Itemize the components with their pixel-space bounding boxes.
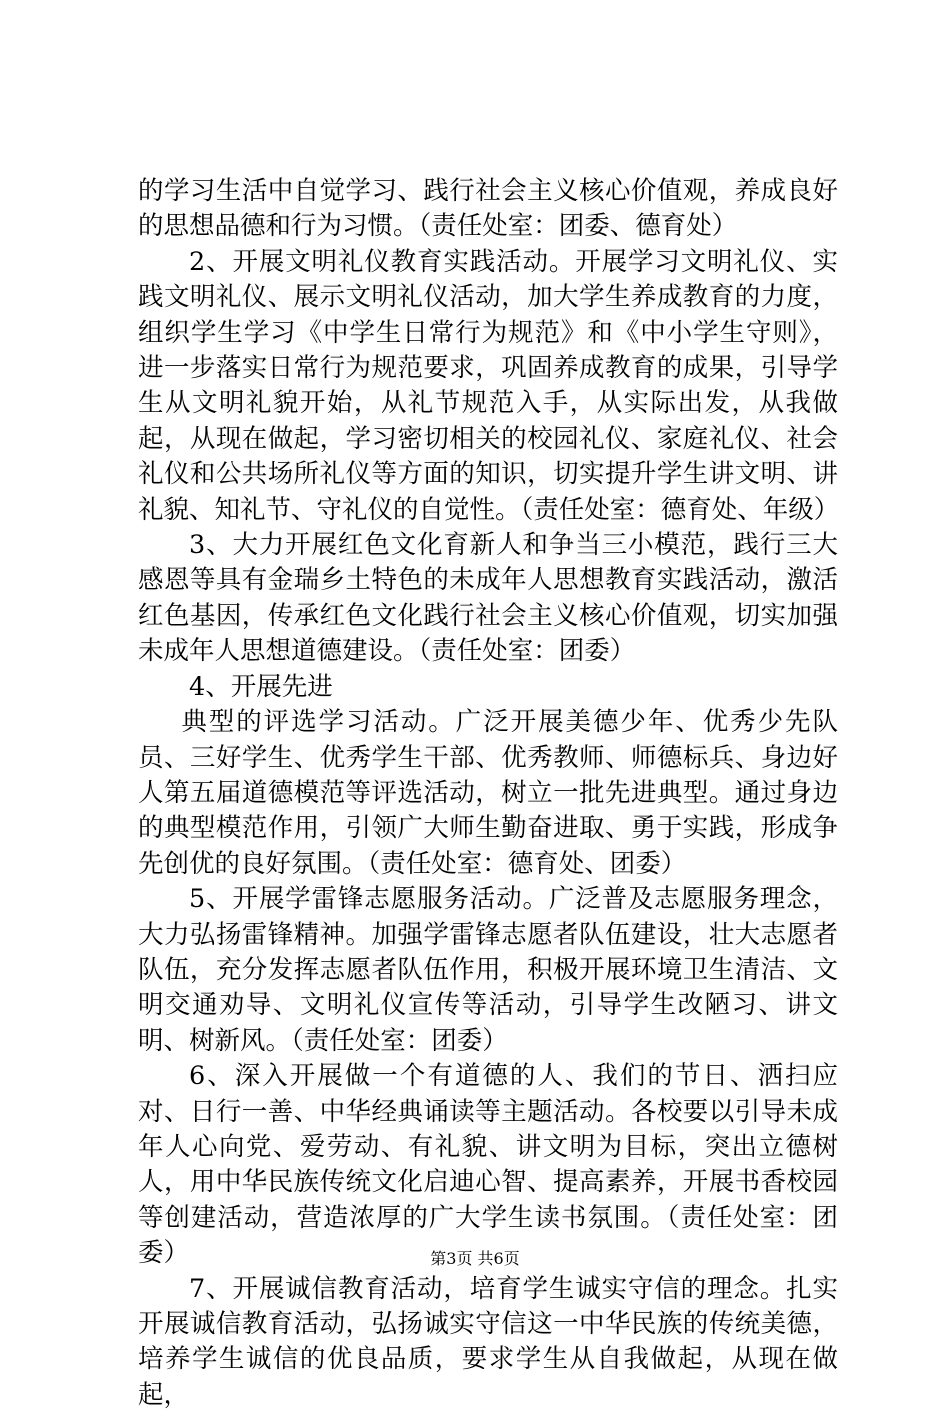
paragraph-continuation: 的学习生活中自觉学习、践行社会主义核心价值观，养成良好的思想品德和行为习惯。（责任处室：团委、德育处） [138,176,838,242]
paragraph-item-4-heading: 4、开展先进 [189,671,333,702]
paragraph-item-3: 3、大力开展红色文化育新人和争当三小模范，践行三大感恩等具有金瑞乡土特色的未成年人思想教育实践活动，激活红色基因，传承红色文化践行社会主义核心价值观，切实加强未成年人思想道德建设。（责任处室：团委） [138,530,838,667]
paragraph-item-5: 5、开展学雷锋志愿服务活动。广泛普及志愿服务理念，大力弘扬雷锋精神。加强学雷锋志愿者队伍建设，壮大志愿者队伍，充分发挥志愿者队伍作用，积极开展环境卫生清洁、文明交通劝导、文明礼仪宣传等活动，引导学生改陋习、讲文明、树新风。（责任处室：团委） [138,884,838,1056]
body-text [138,174,838,1413]
paragraph-item-4-body: 典型的评选学习活动。广泛开展美德少年、优秀少先队员、三好学生、优秀学生干部、优秀教师、师德标兵、身边好人第五届道德模范等评选活动，树立一批先进典型。通过身边的典型模范作用，引领广大师生勤奋进取、勇于实践，形成争先创优的良好氛围。（责任处室：德育处、团委） [138,707,838,879]
page-footer [0,1246,950,1269]
paragraph-item-6: 6、深入开展做一个有道德的人、我们的节日、洒扫应对、日行一善、中华经典诵读等主题活动。各校要以引导未成年人心向党、爱劳动、有礼貌、讲文明为目标，突出立德树人，用中华民族传统文化启迪心智、提高素养，开展书香校园等创建活动，营造浓厚的广大学生读书氛围。（责任处室：团委） [138,1061,838,1269]
page-number: 第3页 共6页 [430,1249,520,1268]
paragraph-item-7: 7、开展诚信教育活动，培育学生诚实守信的理念。扎实开展诚信教育活动，弘扬诚实守信这一中华民族的传统美德，培养学生诚信的优良品质，要求学生从自我做起，从现在做起， [138,1273,838,1410]
paragraph-item-2: 2、开展文明礼仪教育实践活动。开展学习文明礼仪、实践文明礼仪、展示文明礼仪活动，加大学生养成教育的力度，组织学生学习《中学生日常行为规范》和《中小学生守则》，进一步落实日常行为规范要求，巩固养成教育的成果，引导学生从文明礼貌开始，从礼节规范入手，从实际出发，从我做起，从现在做起，学习密切相关的校园礼仪、家庭礼仪、社会礼仪和公共场所礼仪等方面的知识，切实提升学生讲文明、讲礼貌、知礼节、守礼仪的自觉性。（责任处室：德育处、年级） [138,246,840,525]
